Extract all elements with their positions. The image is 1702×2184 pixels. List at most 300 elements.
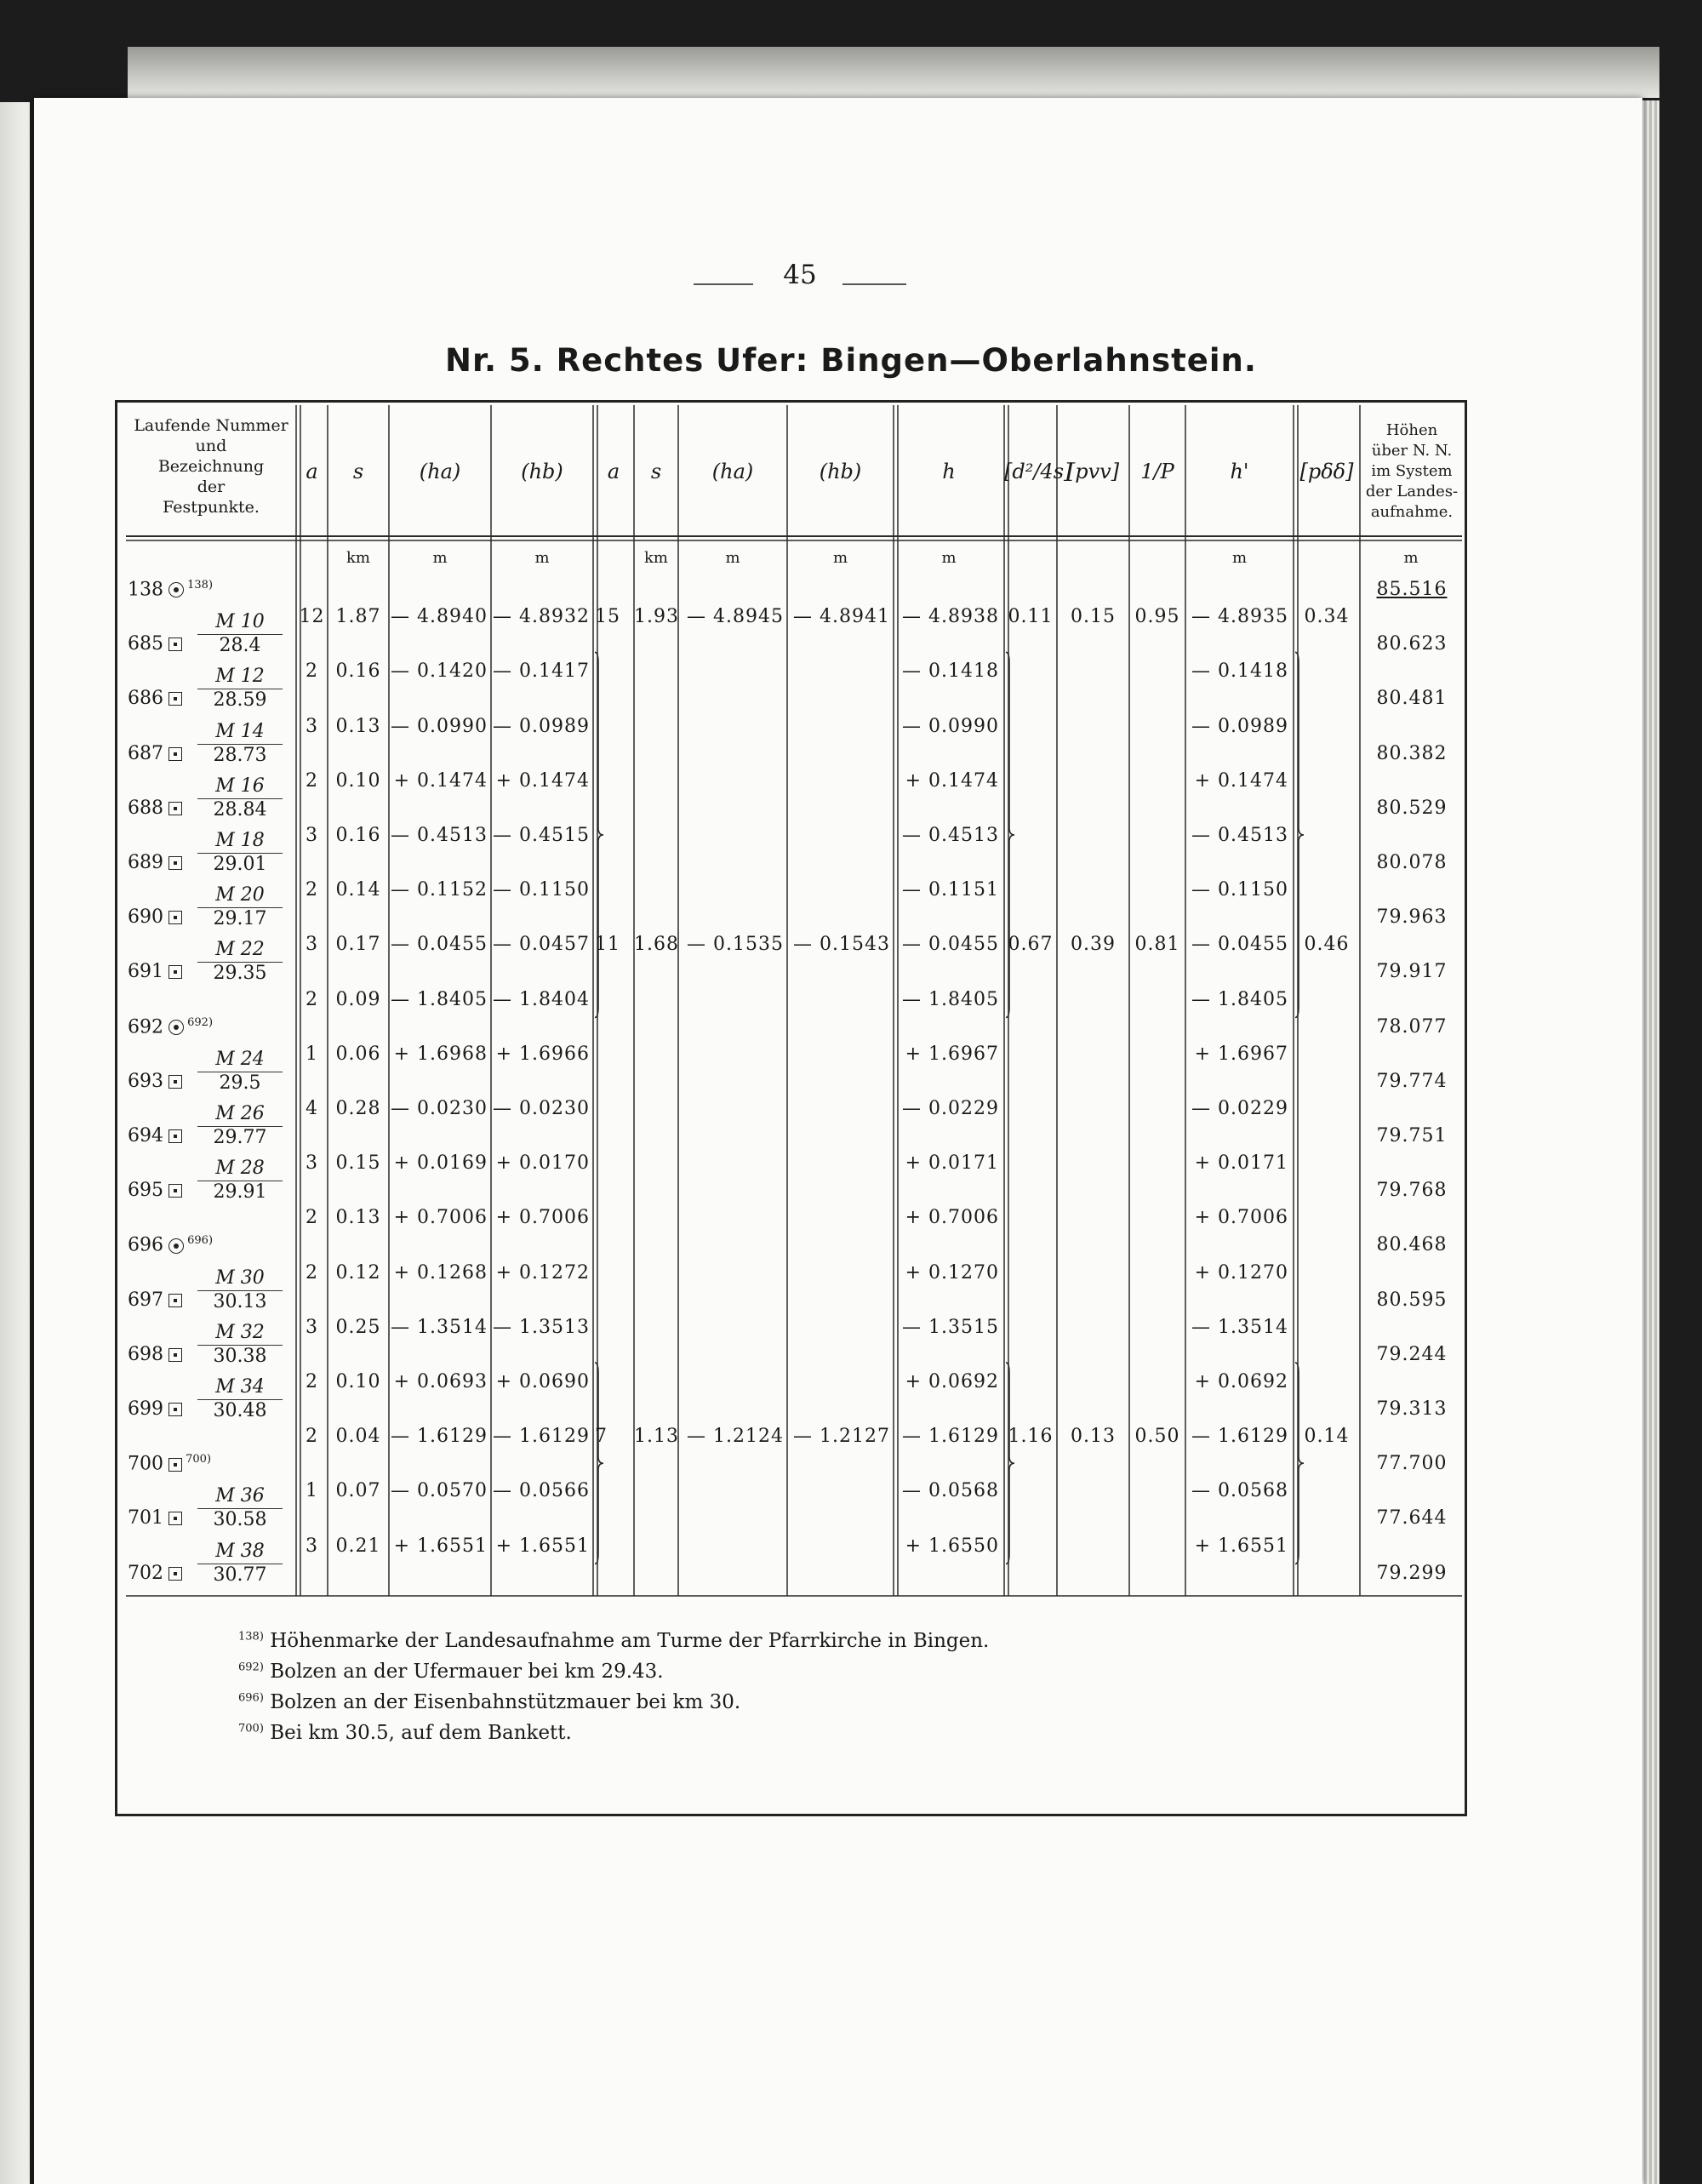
- point-label: [128, 852, 182, 873]
- wall-mark-icon: [168, 965, 182, 979]
- mark-fraction: [189, 666, 291, 711]
- point-number: 697: [128, 1289, 163, 1311]
- group-hb: — 4.8941: [793, 606, 890, 628]
- header-line: der: [197, 477, 226, 496]
- mark-fraction: [189, 1158, 291, 1203]
- seg-a: 2: [306, 1207, 318, 1229]
- seg-ha: — 0.0990: [391, 715, 488, 737]
- footnote-marker: 700): [238, 1722, 264, 1735]
- mark-km: 28.4: [197, 634, 283, 656]
- seg-a: 2: [306, 1426, 318, 1448]
- seg-hprime: + 1.6967: [1194, 1043, 1288, 1065]
- seg-a: 2: [306, 1261, 318, 1284]
- seg-hb: — 1.8404: [493, 988, 590, 1010]
- mark-km: 30.58: [197, 1508, 283, 1530]
- seg-s: 0.13: [335, 715, 381, 737]
- header-ha: (ha): [419, 460, 461, 483]
- seg-h: + 0.0692: [905, 1370, 999, 1392]
- wall-mark-icon: [168, 856, 182, 870]
- seg-h: + 1.6550: [905, 1535, 999, 1557]
- mark-fraction: [189, 939, 291, 984]
- group-pvv: 0.39: [1071, 934, 1116, 956]
- seg-hb: — 4.8932: [493, 606, 590, 628]
- height-value: 77.700: [1376, 1453, 1448, 1475]
- mark-fraction: [189, 775, 291, 820]
- seg-s: 0.14: [335, 879, 381, 901]
- seg-ha: — 0.1420: [391, 660, 488, 683]
- header-hprime: h': [1230, 460, 1249, 483]
- height-value: 79.299: [1376, 1562, 1448, 1584]
- wall-mark-icon: [168, 637, 182, 651]
- rule-right: [842, 283, 906, 285]
- mark-number: M 38: [215, 1540, 265, 1562]
- seg-ha: + 0.1474: [393, 769, 488, 792]
- unit-s: km: [346, 549, 370, 567]
- mark-number: M 32: [215, 1321, 265, 1343]
- wall-mark-icon: [168, 1184, 182, 1198]
- seg-s: 0.15: [335, 1152, 381, 1175]
- wall-mark-icon: [168, 692, 182, 706]
- seg-ha: + 0.0169: [393, 1152, 488, 1175]
- height-value: 80.078: [1376, 852, 1448, 873]
- header-line: der Landes-: [1365, 483, 1459, 500]
- header-a2: a: [607, 460, 620, 483]
- seg-ha: — 0.1152: [391, 879, 488, 901]
- unit-h: m: [941, 549, 957, 567]
- height-value: 80.468: [1376, 1234, 1448, 1256]
- group-a: 15: [595, 606, 620, 628]
- seg-hprime: — 1.6129: [1191, 1426, 1288, 1448]
- seg-ha: — 1.8405: [391, 988, 488, 1010]
- point-label: [128, 1289, 182, 1311]
- group-s: 1.93: [634, 606, 679, 628]
- seg-hprime: — 1.3514: [1191, 1316, 1288, 1338]
- group-hb: — 1.2127: [793, 1426, 890, 1448]
- seg-h: + 0.1474: [905, 769, 999, 792]
- height-value: 85.516: [1376, 579, 1448, 600]
- point-number: 691: [128, 961, 163, 983]
- mark-km: 28.84: [197, 798, 283, 820]
- footnote: [238, 1691, 740, 1713]
- footnote-text: Bolzen an der Eisenbahnstützmauer bei km 30.: [263, 1691, 741, 1713]
- group-1p: 0.81: [1134, 934, 1180, 956]
- point-label: [128, 633, 182, 655]
- header-hb: (hb): [521, 460, 563, 483]
- wall-mark-icon: [168, 1403, 182, 1416]
- mark-number: M 34: [215, 1376, 265, 1398]
- seg-hprime: + 0.1270: [1194, 1261, 1288, 1284]
- mark-fraction: [189, 830, 291, 875]
- page-number: 45: [783, 260, 817, 290]
- seg-a: 3: [306, 934, 318, 956]
- point-number: 138: [128, 579, 163, 601]
- footnote-ref: 692): [184, 1015, 214, 1029]
- mark-km: 30.13: [197, 1290, 283, 1312]
- seg-hprime: — 0.1150: [1191, 879, 1288, 901]
- point-number: 686: [128, 688, 163, 710]
- seg-s: 0.09: [335, 988, 381, 1010]
- mark-fraction: [189, 611, 291, 656]
- wall-mark-icon: [168, 1129, 182, 1143]
- seg-hprime: + 0.0171: [1194, 1152, 1288, 1175]
- mark-fraction: [189, 1322, 291, 1367]
- seg-ha: + 0.1268: [393, 1261, 488, 1284]
- wall-mark-icon: [168, 1294, 182, 1307]
- rule-left: [694, 283, 753, 285]
- seg-h: — 0.1418: [902, 660, 999, 683]
- group-pdd: 0.34: [1304, 606, 1350, 628]
- header-pdd: [pδδ]: [1299, 460, 1354, 483]
- seg-h: + 0.7006: [905, 1207, 999, 1229]
- mark-fraction: [189, 1485, 291, 1530]
- seg-hb: — 0.0457: [493, 934, 590, 956]
- height-value: 80.481: [1376, 688, 1448, 710]
- mark-km: 28.73: [197, 744, 283, 766]
- group-a: 11: [595, 934, 620, 956]
- seg-h: + 0.0171: [905, 1152, 999, 1175]
- seg-ha: — 1.6129: [391, 1426, 488, 1448]
- header-d2: [d²/4s]: [1004, 460, 1072, 483]
- seg-hb: + 0.1474: [495, 769, 590, 792]
- seg-hprime: + 1.6551: [1194, 1535, 1288, 1557]
- seg-hb: + 1.6966: [495, 1043, 590, 1065]
- group-pvv: 0.13: [1071, 1426, 1116, 1448]
- seg-a: 2: [306, 1370, 318, 1392]
- seg-h: — 0.4513: [902, 824, 999, 846]
- height-value: 79.963: [1376, 906, 1448, 929]
- seg-s: 0.25: [335, 1316, 381, 1338]
- point-label: [128, 1234, 213, 1255]
- group-hb: — 0.1543: [793, 934, 890, 956]
- unit-hb2: m: [832, 549, 848, 567]
- point-number: 687: [128, 742, 163, 764]
- point-number: 701: [128, 1507, 163, 1529]
- seg-hb: — 0.1150: [493, 879, 590, 901]
- seg-hb: — 0.1417: [493, 660, 590, 683]
- mark-km: 29.5: [197, 1072, 283, 1094]
- header-height-nn: [1362, 420, 1462, 523]
- seg-s: 0.17: [335, 934, 381, 956]
- seg-h: — 0.0455: [902, 934, 999, 956]
- seg-a: 2: [306, 660, 318, 683]
- height-value: 80.595: [1376, 1289, 1448, 1311]
- group-d2: 0.11: [1008, 606, 1054, 628]
- seg-a: 1: [306, 1480, 318, 1502]
- group-ha: — 0.1535: [687, 934, 784, 956]
- point-label: [128, 1344, 182, 1365]
- seg-a: 3: [306, 1316, 318, 1338]
- footnote-ref: 700): [182, 1453, 212, 1466]
- seg-hb: — 0.0230: [493, 1097, 590, 1119]
- seg-ha: + 0.0693: [393, 1370, 488, 1392]
- height-value: 79.768: [1376, 1180, 1448, 1202]
- group-d2: 1.16: [1008, 1426, 1054, 1448]
- seg-hb: — 1.3513: [493, 1316, 590, 1338]
- seg-a: 3: [306, 824, 318, 846]
- header-s2: s: [650, 460, 662, 483]
- group-s: 1.68: [634, 934, 679, 956]
- mark-km: 30.77: [197, 1564, 283, 1586]
- footnote-ref: 696): [184, 1234, 214, 1248]
- point-number: 693: [128, 1070, 163, 1092]
- footnote-text: Bolzen an der Ufermauer bei km 29.43.: [263, 1661, 664, 1683]
- seg-s: 0.13: [335, 1207, 381, 1229]
- table-title: Nr. 5. Rechtes Ufer: Bingen—Oberlahnstein.: [445, 342, 1257, 379]
- facing-page-edge: [0, 102, 30, 2184]
- wall-mark-icon: [168, 1512, 182, 1525]
- mark-fraction: [189, 884, 291, 929]
- seg-hprime: — 0.0455: [1191, 934, 1288, 956]
- seg-hb: — 0.4515: [493, 824, 590, 846]
- height-value: 79.751: [1376, 1125, 1448, 1146]
- seg-ha: + 1.6551: [393, 1535, 488, 1557]
- point-label: [128, 906, 182, 928]
- mark-number: M 30: [215, 1266, 265, 1289]
- unit-last: m: [1403, 549, 1419, 567]
- mark-km: 29.17: [197, 907, 283, 929]
- footnote-marker: 692): [238, 1661, 264, 1674]
- seg-s: 0.10: [335, 769, 381, 792]
- wall-mark-icon: [168, 747, 182, 761]
- mark-fraction: [189, 1103, 291, 1148]
- unit-s2: km: [644, 549, 668, 567]
- mark-fraction: [189, 1541, 291, 1586]
- header-point-designation: [128, 415, 294, 517]
- seg-hprime: + 0.0692: [1194, 1370, 1288, 1392]
- header-hb2: (hb): [819, 460, 862, 483]
- seg-a: 2: [306, 988, 318, 1010]
- seg-hb: — 0.0566: [493, 1480, 590, 1502]
- mark-km: 29.91: [197, 1181, 283, 1203]
- footnote: [238, 1722, 572, 1744]
- seg-s: 0.28: [335, 1097, 381, 1119]
- group-1p: 0.50: [1134, 1426, 1180, 1448]
- seg-a: 1: [306, 1043, 318, 1065]
- mark-fraction: [189, 1376, 291, 1421]
- wall-mark-icon: [168, 1567, 182, 1581]
- group-ha: — 4.8945: [687, 606, 784, 628]
- point-label: [128, 1125, 182, 1146]
- group-ha: — 1.2124: [687, 1426, 784, 1448]
- seg-h: — 0.0990: [902, 715, 999, 737]
- wall-mark-icon: [168, 1458, 182, 1472]
- seg-h: — 0.1151: [902, 879, 999, 901]
- height-value: 80.623: [1376, 633, 1448, 655]
- seg-s: 0.10: [335, 1370, 381, 1392]
- seg-a: 2: [306, 879, 318, 901]
- point-label: [128, 1507, 182, 1529]
- seg-ha: — 4.8940: [391, 606, 488, 628]
- header-oneP: 1/P: [1140, 460, 1174, 483]
- mark-number: M 24: [215, 1048, 265, 1070]
- seg-h: — 1.8405: [902, 988, 999, 1010]
- footnote: [238, 1661, 664, 1683]
- point-label: [128, 1563, 182, 1584]
- seg-s: 0.12: [335, 1261, 381, 1284]
- seg-hprime: — 0.0989: [1191, 715, 1288, 737]
- group-d2: 0.67: [1008, 934, 1054, 956]
- seg-a: 3: [306, 1152, 318, 1175]
- seg-a: 4: [306, 1097, 318, 1119]
- seg-hprime: — 4.8935: [1191, 606, 1288, 628]
- seg-hb: + 0.1272: [495, 1261, 590, 1284]
- seg-s: 0.07: [335, 1480, 381, 1502]
- footnote-text: Bei km 30.5, auf dem Bankett.: [263, 1722, 572, 1744]
- point-label: [128, 743, 182, 764]
- seg-h: — 1.3515: [902, 1316, 999, 1338]
- unit-ha2: m: [725, 549, 740, 567]
- seg-s: 0.21: [335, 1535, 381, 1557]
- header-line: Höhen: [1385, 421, 1438, 439]
- group-a: 7: [595, 1426, 608, 1448]
- seg-ha: — 0.4513: [391, 824, 488, 846]
- header-line: aufnahme.: [1370, 503, 1454, 521]
- mark-number: M 14: [215, 720, 265, 742]
- point-label: [128, 1180, 182, 1201]
- header-line: Bezeichnung: [157, 457, 265, 476]
- point-label: [128, 798, 182, 819]
- book-top-edge: [128, 47, 1659, 98]
- unit-hb: m: [534, 549, 550, 567]
- mark-number: M 20: [215, 884, 265, 906]
- point-number: 688: [128, 797, 163, 819]
- mark-number: M 10: [215, 611, 265, 633]
- seg-hprime: — 0.0229: [1191, 1097, 1288, 1119]
- mark-number: M 26: [215, 1103, 265, 1124]
- wall-mark-icon: [168, 802, 182, 815]
- seg-s: 1.87: [335, 606, 381, 628]
- seg-s: 0.16: [335, 824, 381, 846]
- seg-a: 2: [306, 769, 318, 792]
- group-1p: 0.95: [1134, 606, 1180, 628]
- group-pvv: 0.15: [1071, 606, 1116, 628]
- mark-km: 30.48: [197, 1399, 283, 1421]
- footnote: [238, 1630, 989, 1652]
- seg-s: 0.06: [335, 1043, 381, 1065]
- wall-mark-icon: [168, 1075, 182, 1089]
- seg-h: + 0.1270: [905, 1261, 999, 1284]
- seg-a: 3: [306, 715, 318, 737]
- unit-ha: m: [432, 549, 448, 567]
- seg-hb: + 0.7006: [495, 1207, 590, 1229]
- seg-hprime: — 0.0568: [1191, 1480, 1288, 1502]
- seg-h: — 0.0568: [902, 1480, 999, 1502]
- footnote-marker: 696): [238, 1691, 264, 1705]
- group-pdd: 0.46: [1304, 934, 1350, 956]
- point-number: 689: [128, 852, 163, 873]
- seg-hb: + 0.0690: [495, 1370, 590, 1392]
- header-s: s: [352, 460, 364, 483]
- point-label: [128, 1398, 182, 1420]
- seg-hprime: — 0.4513: [1191, 824, 1288, 846]
- seg-ha: — 1.3514: [391, 1316, 488, 1338]
- point-label: [128, 1453, 211, 1474]
- mark-number: M 28: [215, 1158, 265, 1180]
- point-number: 692: [128, 1015, 163, 1038]
- point-number: 700: [128, 1453, 163, 1475]
- seg-hprime: + 0.7006: [1194, 1207, 1288, 1229]
- point-label: [128, 579, 213, 600]
- footnote-ref: 138): [184, 579, 214, 592]
- footnote-marker: 138): [238, 1630, 264, 1644]
- height-value: 79.313: [1376, 1398, 1448, 1420]
- seg-hb: + 1.6551: [495, 1535, 590, 1557]
- header-pvv: [pvv]: [1066, 460, 1120, 483]
- seg-h: — 1.6129: [902, 1426, 999, 1448]
- mark-number: M 22: [215, 939, 265, 961]
- seg-ha: + 0.7006: [393, 1207, 488, 1229]
- point-number: 690: [128, 906, 163, 929]
- point-label: [128, 1071, 182, 1092]
- seg-hprime: — 0.1418: [1191, 660, 1288, 683]
- mark-fraction: [189, 721, 291, 766]
- seg-ha: + 1.6968: [393, 1043, 488, 1065]
- seg-a: 3: [306, 1535, 318, 1557]
- mark-km: 28.59: [197, 689, 283, 711]
- page-number-rules: [0, 260, 1702, 302]
- header-line: Laufende Nummer: [134, 416, 288, 435]
- seg-h: — 0.0229: [902, 1097, 999, 1119]
- seg-hprime: + 0.1474: [1194, 769, 1288, 792]
- seg-hprime: — 1.8405: [1191, 988, 1288, 1010]
- mark-number: M 36: [215, 1485, 265, 1507]
- point-number: 699: [128, 1398, 163, 1420]
- mark-fraction: [189, 1267, 291, 1312]
- bolt-mark-icon: [168, 1238, 184, 1254]
- seg-h: + 1.6967: [905, 1043, 999, 1065]
- seg-s: 0.16: [335, 660, 381, 683]
- bolt-mark-icon: [168, 582, 184, 597]
- mark-km: 29.35: [197, 962, 283, 984]
- point-label: [128, 688, 182, 709]
- wall-mark-icon: [168, 1348, 182, 1362]
- point-label: [128, 1016, 213, 1038]
- height-value: 80.529: [1376, 797, 1448, 819]
- seg-hb: + 0.0170: [495, 1152, 590, 1175]
- seg-hb: — 0.0989: [493, 715, 590, 737]
- height-value: 78.077: [1376, 1015, 1448, 1038]
- height-value: 79.774: [1376, 1070, 1448, 1092]
- height-value: 77.644: [1376, 1507, 1448, 1529]
- height-value: 79.244: [1376, 1343, 1448, 1365]
- mark-km: 29.01: [197, 853, 283, 875]
- seg-s: 0.04: [335, 1426, 381, 1448]
- seg-hb: — 1.6129: [493, 1426, 590, 1448]
- seg-ha: — 0.0570: [391, 1480, 488, 1502]
- wall-mark-icon: [168, 911, 182, 924]
- seg-h: — 4.8938: [902, 606, 999, 628]
- mark-fraction: [189, 1049, 291, 1094]
- point-number: 685: [128, 633, 163, 655]
- header-h: h: [942, 460, 956, 483]
- header-a: a: [306, 460, 318, 483]
- bolt-mark-icon: [168, 1020, 184, 1035]
- height-value: 80.382: [1376, 742, 1448, 764]
- point-number: 702: [128, 1562, 163, 1584]
- seg-a: 12: [299, 606, 325, 628]
- mark-number: M 18: [215, 830, 265, 851]
- mark-number: M 12: [215, 666, 265, 688]
- group-s: 1.13: [634, 1426, 679, 1448]
- point-label: [128, 961, 182, 982]
- point-number: 694: [128, 1125, 163, 1146]
- seg-ha: — 0.0455: [391, 934, 488, 956]
- height-value: 79.917: [1376, 961, 1448, 983]
- header-line: und: [195, 437, 227, 455]
- unit-hprime: m: [1231, 549, 1248, 567]
- mark-km: 30.38: [197, 1345, 283, 1367]
- mark-number: M 16: [215, 775, 265, 797]
